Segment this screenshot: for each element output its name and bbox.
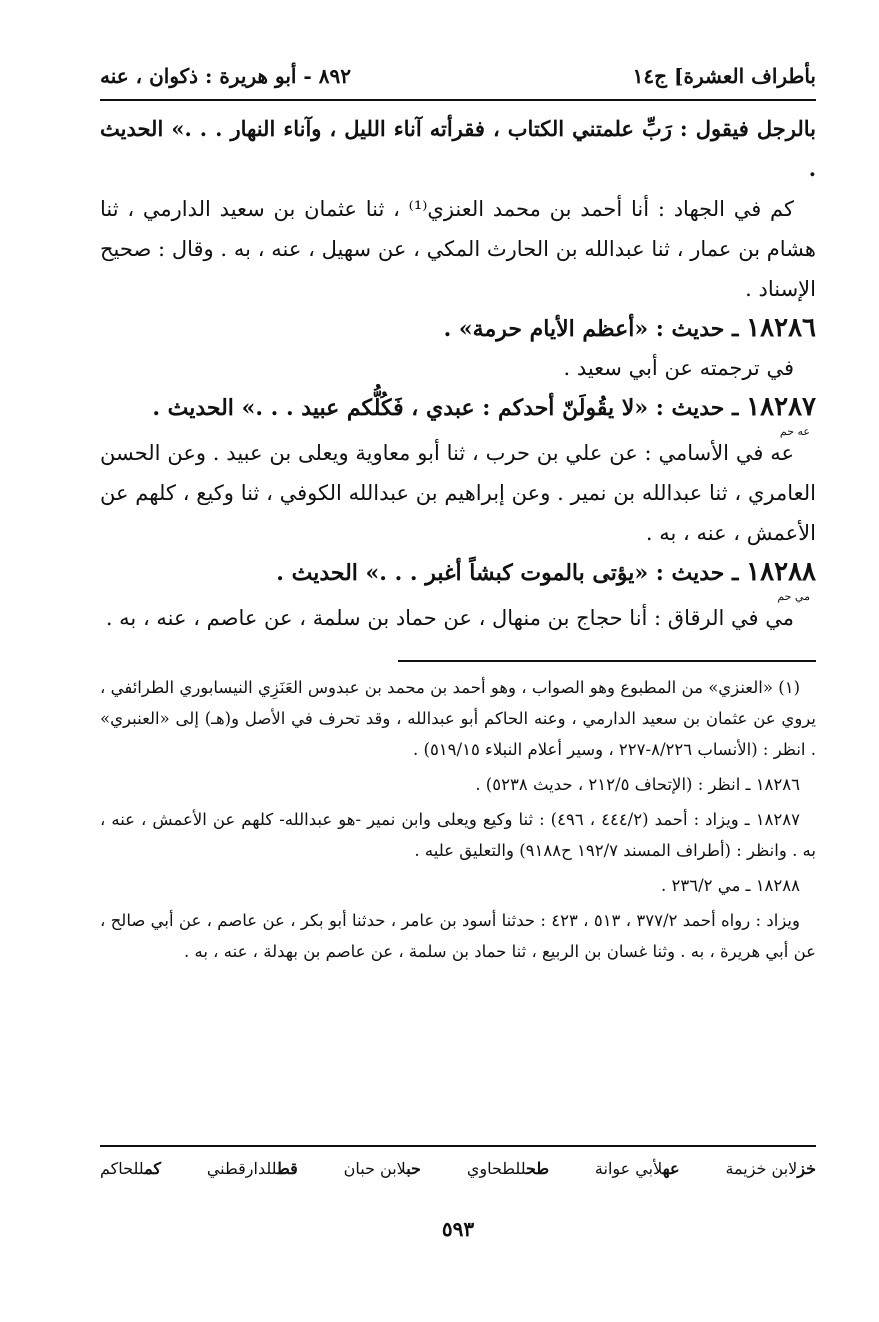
legend-item: حبلابن حبان [343, 1159, 421, 1178]
footnote-18286: ١٨٢٨٦ ـ انظر : (الإتحاف ٢١٢/٥ ، حديث ٥٢٣٨) . [475, 775, 800, 794]
hadith-number: ١٨٢٨٦ [746, 313, 816, 343]
hadith-entry-18287 [100, 388, 816, 437]
footnote-18288-addition: ويزاد : رواه أحمد ٣٧٧/٢ ، ٥١٣ ، ٤٢٣ : حدثنا أسود بن عامر ، حدثنا أبو بكر ، عن عاصم ، عن أبي صالح ، عن أبي هريرة ، به . وثنا غسان بن الربيع ، ثنا حماد بن سلمة ، عن عاصم بن بهدلة ، عنه ، به . [100, 911, 816, 961]
paragraph-riqaq-source: مي في الرقاق : أنا حجاج بن منهال ، عن حماد بن سلمة ، عن عاصم ، عنه ، به . [105, 606, 794, 630]
source-codes: مي حم [777, 590, 810, 603]
legend-item: طحللطحاوي [466, 1159, 550, 1178]
hadith-text: ـ حديث : «أعظم الأيام حرمة» . [443, 316, 747, 342]
abbreviation-legend [100, 1145, 816, 1178]
hadith-number: ١٨٢٨٨ [746, 557, 816, 587]
footnote-18287: ١٨٢٨٧ ـ ويزاد : أحمد (٤٤٤/٢ ، ٤٩٦) : ثنا وكيع ويعلى وابن نمير -هو عبدالله- كلهم عن الأعمش ، عنه ، به . وانظر : (أطراف المسند ١٩٢/٧ ح٩١٨٨) والتعليق عليه . [100, 810, 816, 860]
page-number: ٥٩٣ [441, 1217, 475, 1241]
paragraph-asami-source: عه في الأسامي : عن علي بن حرب ، ثنا أبو معاوية ويعلى بن عبيد . وعن الحسن العامري ، ثنا عبدالله بن نمير . وعن إبراهيم بن عبدالله الكوفي ، ثنا وكيع ، كلهم عن الأعمش ، عنه ، به . [100, 441, 816, 545]
legend-item: قطللدارقطني [206, 1159, 298, 1178]
hadith-entry-18288 [100, 553, 816, 602]
footnote-1: (١) «العنزي» من المطبوع وهو الصواب ، وهو أحمد بن محمد بن عبدوس العَنَزِي النيسابوري الطرائفي ، يروي عن عثمان بن سعيد الدارمي ، وعنه الحاكم أبو عبدالله ، وقد تحرف في الأصل و(هـ) إلى «العنبري» . انظر : (الأنساب ٨/٢٢٦-٢٢٧ ، وسير أعلام النبلاء ٥١٩/١٥) . [100, 678, 816, 759]
legend-item: كمللحاكم [100, 1159, 161, 1178]
paragraph-hadith-continuation: بالرجل فيقول : رَبِّ علمتني الكتاب ، فقرأته آناء الليل ، وآناء النهار . . .» الحديث . [100, 116, 816, 181]
footnote-18288: ١٨٢٨٨ ـ مي ٢٣٦/٢ . [661, 876, 800, 895]
paragraph-hakim-source: كم في الجهاد : أنا أحمد بن محمد العنزي⁽¹⁾ ، ثنا عثمان بن سعيد الدارمي ، ثنا هشام بن عمار ، ثنا عبدالله بن الحارث المكي ، عن سهيل ، عنه ، به . وقال : صحيح الإسناد . [100, 197, 816, 301]
hadith-number: ١٨٢٨٧ [746, 392, 816, 422]
source-codes: عه حم [779, 425, 810, 438]
hadith-text: ـ حديث : «يؤتى بالموت كبشاً أغبر . . .» الحديث . [276, 560, 747, 586]
book-page [100, 55, 816, 1295]
hadith-text: ـ حديث : «لا يقُولَنّ أحدكم : عبدي ، فَكُلُّكم عبيد . . .» الحديث . [152, 395, 747, 421]
header-section: ٨٩٢ - أبو هريرة : ذكوان ، عنه [100, 64, 351, 88]
hadith-entry-18286 [100, 309, 816, 348]
running-header [100, 55, 816, 101]
main-text [100, 109, 816, 638]
paragraph-translation-note: في ترجمته عن أبي سعيد . [563, 356, 794, 380]
legend-item: عهلأبي عوانة [594, 1159, 680, 1178]
header-title: بأطراف العشرة] ج١٤ [632, 64, 816, 88]
footnote-separator [398, 660, 816, 662]
footnotes [100, 672, 816, 967]
legend-item: خزلابن خزيمة [725, 1159, 816, 1178]
